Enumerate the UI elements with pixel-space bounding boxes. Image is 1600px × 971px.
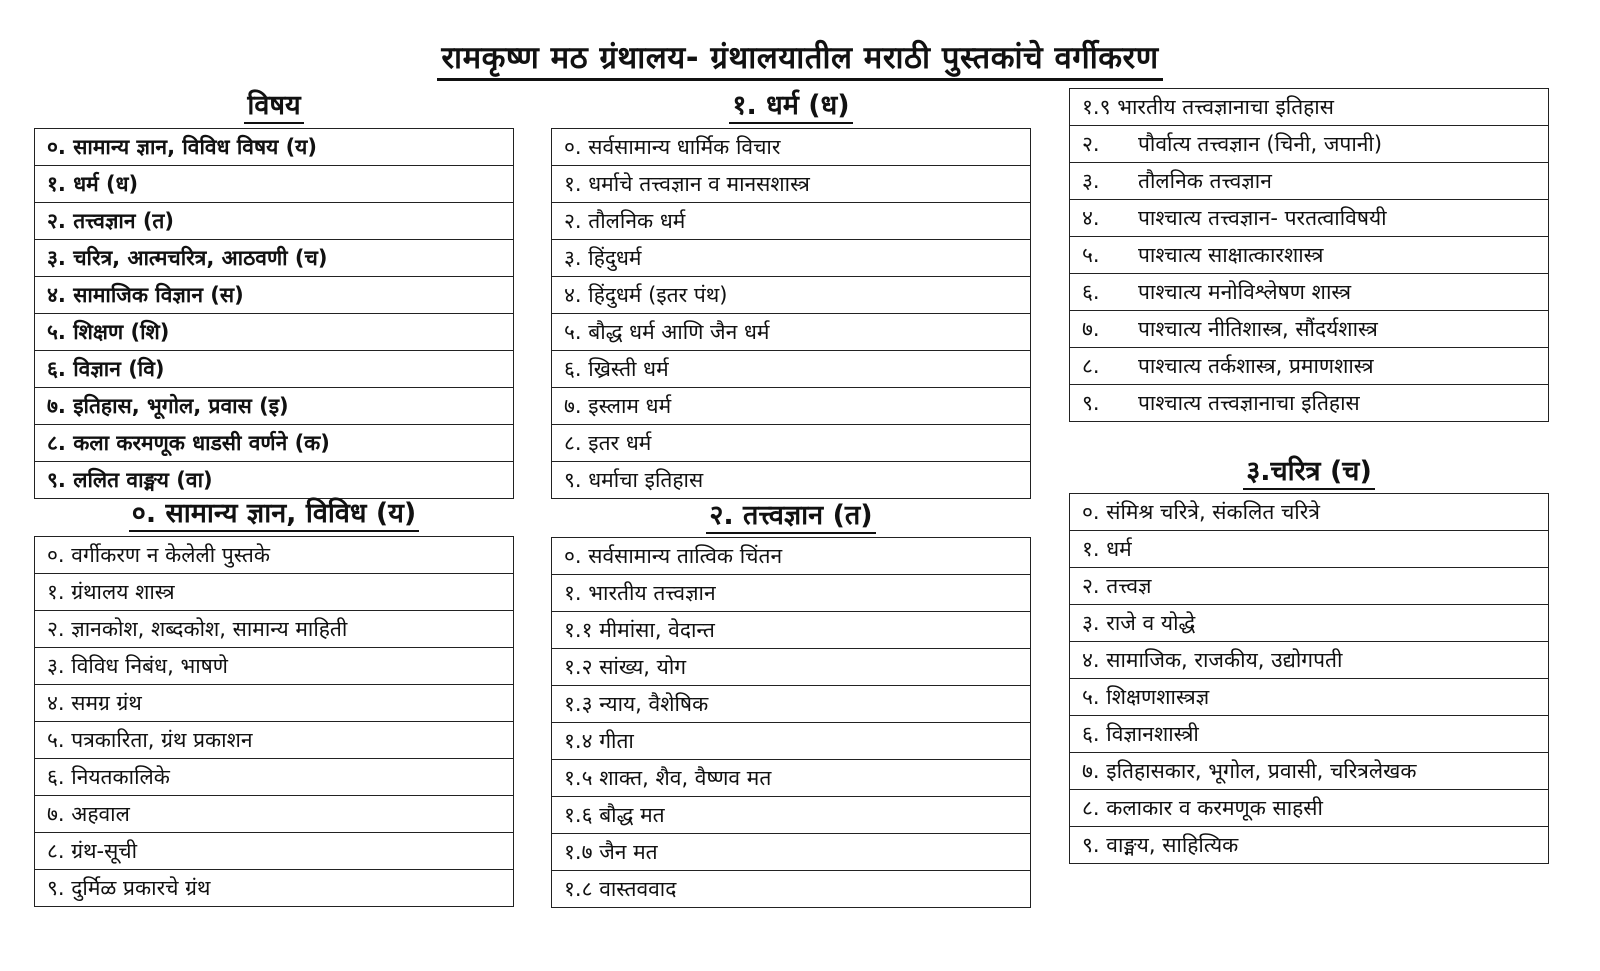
general-row: ३. विविध निबंध, भाषणे xyxy=(35,648,514,685)
row-label: पाश्चात्य तत्त्वज्ञानाचा इतिहास xyxy=(1138,391,1360,415)
biography-row: ६. विज्ञानशास्त्री xyxy=(1070,716,1549,753)
general-row: २. ज्ञानकोश, शब्दकोश, सामान्य माहिती xyxy=(35,611,514,648)
philosophy-row: १.६ बौद्ध मत xyxy=(552,797,1031,834)
philosophy-row: १.८ वास्तववाद xyxy=(552,871,1031,908)
subject-row: ५. शिक्षण (शि) xyxy=(35,314,514,351)
religion-row: ४. हिंदुधर्म (इतर पंथ) xyxy=(552,277,1031,314)
biography-row: ४. सामाजिक, राजकीय, उद्योगपती xyxy=(1070,642,1549,679)
philosophy-row: १.३ न्याय, वैशेषिक xyxy=(552,686,1031,723)
subject-row: ७. इतिहास, भूगोल, प्रवास (इ) xyxy=(35,388,514,425)
general-heading: ०. सामान्य ज्ञान, विविध (य) xyxy=(34,496,514,532)
religion-row: ०. सर्वसामान्य धार्मिक विचार xyxy=(552,129,1031,166)
biography-row: ५. शिक्षणशास्त्रज्ञ xyxy=(1070,679,1549,716)
religion-row: ८. इतर धर्म xyxy=(552,425,1031,462)
philosophy-cont-row xyxy=(1070,385,1549,422)
philosophy-cont-row: १.९ भारतीय तत्त्वज्ञानाचा इतिहास xyxy=(1070,89,1549,126)
row-number: ३. xyxy=(1082,169,1100,193)
religion-row: १. धर्माचे तत्त्वज्ञान व मानसशास्त्र xyxy=(552,166,1031,203)
philosophy-row: १.१ मीमांसा, वेदान्त xyxy=(552,612,1031,649)
philosophy-row: १. भारतीय तत्त्वज्ञान xyxy=(552,575,1031,612)
subject-row: ३. चरित्र, आत्मचरित्र, आठवणी (च) xyxy=(35,240,514,277)
subject-row: ८. कला करमणूक धाडसी वर्णने (क) xyxy=(35,425,514,462)
philosophy-cont-row xyxy=(1070,348,1549,385)
row-label: पाश्चात्य तर्कशास्त्र, प्रमाणशास्त्र xyxy=(1138,354,1374,378)
row-number: ६. xyxy=(1082,280,1100,304)
philosophy-row: १.७ जैन मत xyxy=(552,834,1031,871)
row-label: तौलनिक तत्त्वज्ञान xyxy=(1138,169,1272,193)
subject-row: ९. ललित वाङ्मय (वा) xyxy=(35,462,514,499)
subject-row: २. तत्त्वज्ञान (त) xyxy=(35,203,514,240)
row-label: पाश्चात्य मनोविश्लेषण शास्त्र xyxy=(1138,280,1352,304)
general-row: ५. पत्रकारिता, ग्रंथ प्रकाशन xyxy=(35,722,514,759)
row-number: ५. xyxy=(1082,243,1100,267)
biography-row: ०. संमिश्र चरित्रे, संकलित चरित्रे xyxy=(1070,494,1549,531)
subject-row: ०. सामान्य ज्ञान, विविध विषय (य) xyxy=(35,129,514,166)
biography-row: ३. राजे व योद्धे xyxy=(1070,605,1549,642)
philosophy-cont-table xyxy=(1069,88,1549,422)
row-number: २. xyxy=(1082,132,1100,156)
row-number: ७. xyxy=(1082,317,1100,341)
general-row: ७. अहवाल xyxy=(35,796,514,833)
philosophy-row: ०. सर्वसामान्य तात्विक चिंतन xyxy=(552,538,1031,575)
religion-row: ९. धर्माचा इतिहास xyxy=(552,462,1031,499)
subject-row: ४. सामाजिक विज्ञान (स) xyxy=(35,277,514,314)
row-label: पाश्चात्य तत्त्वज्ञान- परतत्वाविषयी xyxy=(1138,206,1387,230)
row-number: ९. xyxy=(1082,391,1100,415)
religion-row: ६. ख्रिस्ती धर्म xyxy=(552,351,1031,388)
religion-row: २. तौलनिक धर्म xyxy=(552,203,1031,240)
biography-row: ९. वाङ्मय, साहित्यिक xyxy=(1070,827,1549,864)
biography-row: ८. कलाकार व करमणूक साहसी xyxy=(1070,790,1549,827)
general-row: ६. नियतकालिके xyxy=(35,759,514,796)
row-label: पौर्वात्य तत्त्वज्ञान (चिनी, जपानी) xyxy=(1138,132,1383,156)
subject-row: ६. विज्ञान (वि) xyxy=(35,351,514,388)
general-row: ०. वर्गीकरण न केलेली पुस्तके xyxy=(35,537,514,574)
philosophy-cont-row xyxy=(1070,163,1549,200)
philosophy-cont-row xyxy=(1070,237,1549,274)
philosophy-cont-row xyxy=(1070,200,1549,237)
row-label: पाश्चात्य नीतिशास्त्र, सौंदर्यशास्त्र xyxy=(1138,317,1378,341)
general-row: ८. ग्रंथ-सूची xyxy=(35,833,514,870)
religion-row: ७. इस्लाम धर्म xyxy=(552,388,1031,425)
biography-row: २. तत्त्वज्ञ xyxy=(1070,568,1549,605)
biography-row: ७. इतिहासकार, भूगोल, प्रवासी, चरित्रलेखक xyxy=(1070,753,1549,790)
philosophy-row: १.२ सांख्य, योग xyxy=(552,649,1031,686)
biography-heading: ३.चरित्र (च) xyxy=(1069,454,1549,490)
philosophy-heading: २. तत्त्वज्ञान (त) xyxy=(551,498,1031,534)
row-number: ४. xyxy=(1082,206,1100,230)
subjects-heading: विषय xyxy=(34,88,514,124)
general-table xyxy=(34,536,514,907)
religion-heading: १. धर्म (ध) xyxy=(551,88,1031,124)
subject-row: १. धर्म (ध) xyxy=(35,166,514,203)
philosophy-row: १.५ शाक्त, शैव, वैष्णव मत xyxy=(552,760,1031,797)
page-title: रामकृष्ण मठ ग्रंथालय- ग्रंथालयातील मराठी पुस्तकांचे वर्गीकरण xyxy=(0,36,1600,80)
row-label: पाश्चात्य साक्षात्कारशास्त्र xyxy=(1138,243,1324,267)
general-row: ४. समग्र ग्रंथ xyxy=(35,685,514,722)
philosophy-cont-row xyxy=(1070,311,1549,348)
biography-table xyxy=(1069,493,1549,864)
philosophy-row: १.४ गीता xyxy=(552,723,1031,760)
general-row: ९. दुर्मिळ प्रकारचे ग्रंथ xyxy=(35,870,514,907)
general-row: १. ग्रंथालय शास्त्र xyxy=(35,574,514,611)
religion-row: ५. बौद्ध धर्म आणि जैन धर्म xyxy=(552,314,1031,351)
row-number: ८. xyxy=(1082,354,1100,378)
subjects-table xyxy=(34,128,514,499)
religion-row: ३. हिंदुधर्म xyxy=(552,240,1031,277)
biography-row: १. धर्म xyxy=(1070,531,1549,568)
philosophy-cont-row xyxy=(1070,274,1549,311)
philosophy-table xyxy=(551,537,1031,908)
religion-table xyxy=(551,128,1031,499)
philosophy-cont-row xyxy=(1070,126,1549,163)
